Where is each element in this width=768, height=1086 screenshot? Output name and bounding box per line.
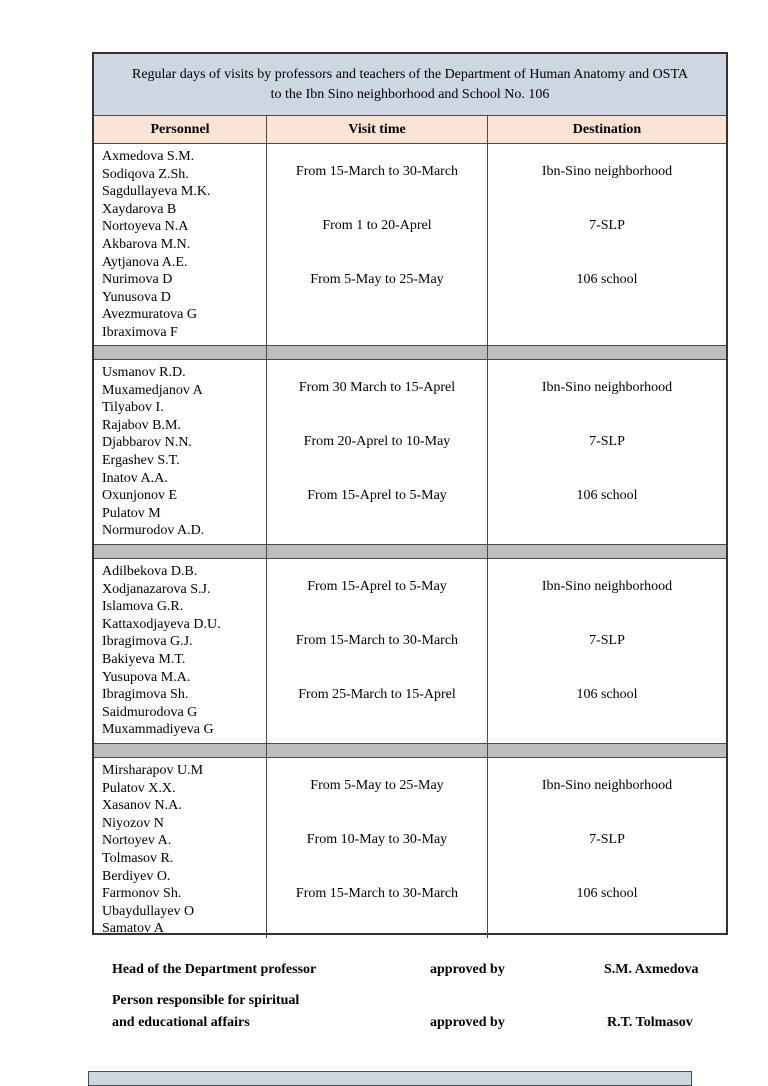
visit-time-cell [267, 559, 488, 743]
table-title-line1: Regular days of visits by professors and teachers of the Department of Human Anatomy and OSTA [131, 66, 689, 82]
destination-cell [488, 360, 726, 544]
footer-role-2-line1: Person responsible for spiritual [112, 993, 300, 1008]
separator-cell [488, 744, 726, 757]
destination-cell [488, 144, 726, 345]
footer-signature-2: R.T. Tolmasov [607, 1015, 693, 1030]
personnel-name: Sagdullayeva M.K. [102, 184, 211, 200]
visit-time: From 25-March to 15-Aprel [298, 687, 456, 702]
column-header-personnel: Personnel [94, 116, 267, 143]
separator-cell [94, 346, 267, 359]
column-header-visit-time: Visit time [267, 116, 488, 143]
personnel-name: Samatov A [102, 921, 164, 937]
visit-time: From 10-May to 30-May [306, 832, 448, 847]
personnel-name: Axmedova S.M. [102, 149, 195, 164]
personnel-name: Tolmasov R. [102, 850, 174, 866]
personnel-name: Aytjanova A.E. [102, 254, 188, 270]
destination: Ibn-Sino neighborhood [541, 579, 673, 594]
visit-time: From 20-Aprel to 10-May [303, 434, 451, 449]
personnel-group-row [94, 758, 726, 937]
separator-row [94, 345, 726, 360]
personnel-name: Ibragimova G.J. [102, 634, 193, 650]
visit-time-cell [267, 144, 488, 345]
personnel-name: Avezmuratova G [102, 307, 197, 323]
personnel-name: Pulatov X.X. [102, 780, 176, 796]
visit-time: From 5-May to 25-May [310, 778, 444, 793]
personnel-name: Muxammadiyeva G [102, 722, 214, 738]
footer-role-1: Head of the Department professor [112, 962, 317, 977]
personnel-name: Pulatov M [102, 505, 161, 521]
footer-approved-2: approved by [430, 1015, 505, 1030]
separator-row [94, 743, 726, 758]
destination: 7-SLP [589, 218, 625, 233]
visit-schedule-table [92, 52, 728, 935]
separator-cell [267, 744, 488, 757]
visit-time: From 30 March to 15-Aprel [298, 380, 456, 395]
separator-cell [94, 545, 267, 558]
personnel-group-row [94, 360, 726, 544]
personnel-name: Sodiqova Z.Sh. [102, 166, 189, 182]
destination: 106 school [576, 488, 638, 503]
personnel-name: Akbarova M.N. [102, 236, 191, 252]
personnel-name: Nortoyeva N.A [102, 219, 189, 235]
destination-cell [488, 559, 726, 743]
separator-row [94, 544, 726, 559]
personnel-name: Ubaydullayev O [102, 903, 195, 919]
footer-approved-1: approved by [430, 962, 505, 977]
personnel-name: Niyozov N [102, 815, 164, 831]
visit-time-cell [267, 758, 488, 938]
personnel-name: Inatov A.A. [102, 470, 168, 486]
personnel-cell [94, 758, 267, 938]
personnel-name: Tilyabov I. [102, 400, 164, 416]
personnel-name: Saidmurodova G [102, 704, 198, 720]
table-body [94, 144, 726, 937]
personnel-name: Ergashev S.T. [102, 452, 180, 468]
destination: 7-SLP [589, 434, 625, 449]
visit-time: From 5-May to 25-May [310, 272, 444, 287]
personnel-name: Farmonov Sh. [102, 886, 182, 902]
visit-time: From 1 to 20-Aprel [322, 218, 432, 233]
personnel-name: Xodjanazarova S.J. [102, 581, 211, 597]
personnel-name: Yunusova D [102, 289, 171, 305]
next-page-title-strip [88, 1071, 692, 1086]
destination: 106 school [576, 272, 638, 287]
personnel-name: Normurodov A.D. [102, 523, 205, 539]
personnel-name: Xaydarova B [102, 201, 177, 217]
separator-cell [94, 744, 267, 757]
separator-cell [267, 346, 488, 359]
personnel-name: Usmanov R.D. [102, 365, 186, 380]
destination: Ibn-Sino neighborhood [541, 380, 673, 395]
footer-role-2-line2: and educational affairs [112, 1015, 250, 1030]
personnel-name: Ibraximova F [102, 324, 178, 340]
destination: 7-SLP [589, 633, 625, 648]
destination: 106 school [576, 687, 638, 702]
personnel-name: Kattaxodjayeva D.U. [102, 616, 221, 632]
personnel-name: Djabbarov N.N. [102, 435, 192, 451]
personnel-group-row [94, 144, 726, 345]
personnel-name: Ibragimova Sh. [102, 687, 189, 703]
separator-cell [488, 545, 726, 558]
personnel-name: Xasanov N.A. [102, 798, 182, 814]
personnel-name: Nurimova D [102, 272, 173, 288]
column-header-destination: Destination [572, 121, 642, 137]
personnel-name: Adilbekova D.B. [102, 564, 198, 579]
destination: Ibn-Sino neighborhood [541, 778, 673, 793]
personnel-name: Mirsharapov U.M [102, 763, 204, 778]
personnel-name: Islamova G.R. [102, 599, 184, 615]
visit-time: From 15-March to 30-March [295, 886, 459, 901]
visit-time: From 15-March to 30-March [295, 164, 459, 179]
table-title [94, 54, 726, 116]
separator-cell [488, 346, 726, 359]
footer-signature-1: S.M. Axmedova [604, 962, 699, 977]
destination: 7-SLP [589, 832, 625, 847]
destination: 106 school [576, 886, 638, 901]
separator-cell [267, 545, 488, 558]
personnel-name: Berdiyev O. [102, 868, 171, 884]
personnel-cell [94, 360, 267, 544]
personnel-name: Muxamedjanov A [102, 382, 203, 398]
personnel-name: Oxunjonov E [102, 488, 178, 504]
visit-time: From 15-Aprel to 5-May [307, 488, 447, 503]
table-header-row [94, 116, 726, 144]
destination: Ibn-Sino neighborhood [541, 164, 673, 179]
personnel-name: Rajabov B.M. [102, 417, 181, 433]
personnel-name: Nortoyev A. [102, 833, 172, 849]
visit-time: From 15-Aprel to 5-May [307, 579, 447, 594]
personnel-cell [94, 144, 267, 345]
destination-cell [488, 758, 726, 938]
personnel-name: Bakiyeva M.T. [102, 651, 186, 667]
visit-time: From 15-March to 30-March [295, 633, 459, 648]
personnel-name: Yusupova M.A. [102, 669, 191, 685]
personnel-cell [94, 559, 267, 743]
visit-time-cell [267, 360, 488, 544]
table-title-line2: to the Ibn Sino neighborhood and School No. 106 [270, 86, 550, 102]
personnel-group-row [94, 559, 726, 743]
